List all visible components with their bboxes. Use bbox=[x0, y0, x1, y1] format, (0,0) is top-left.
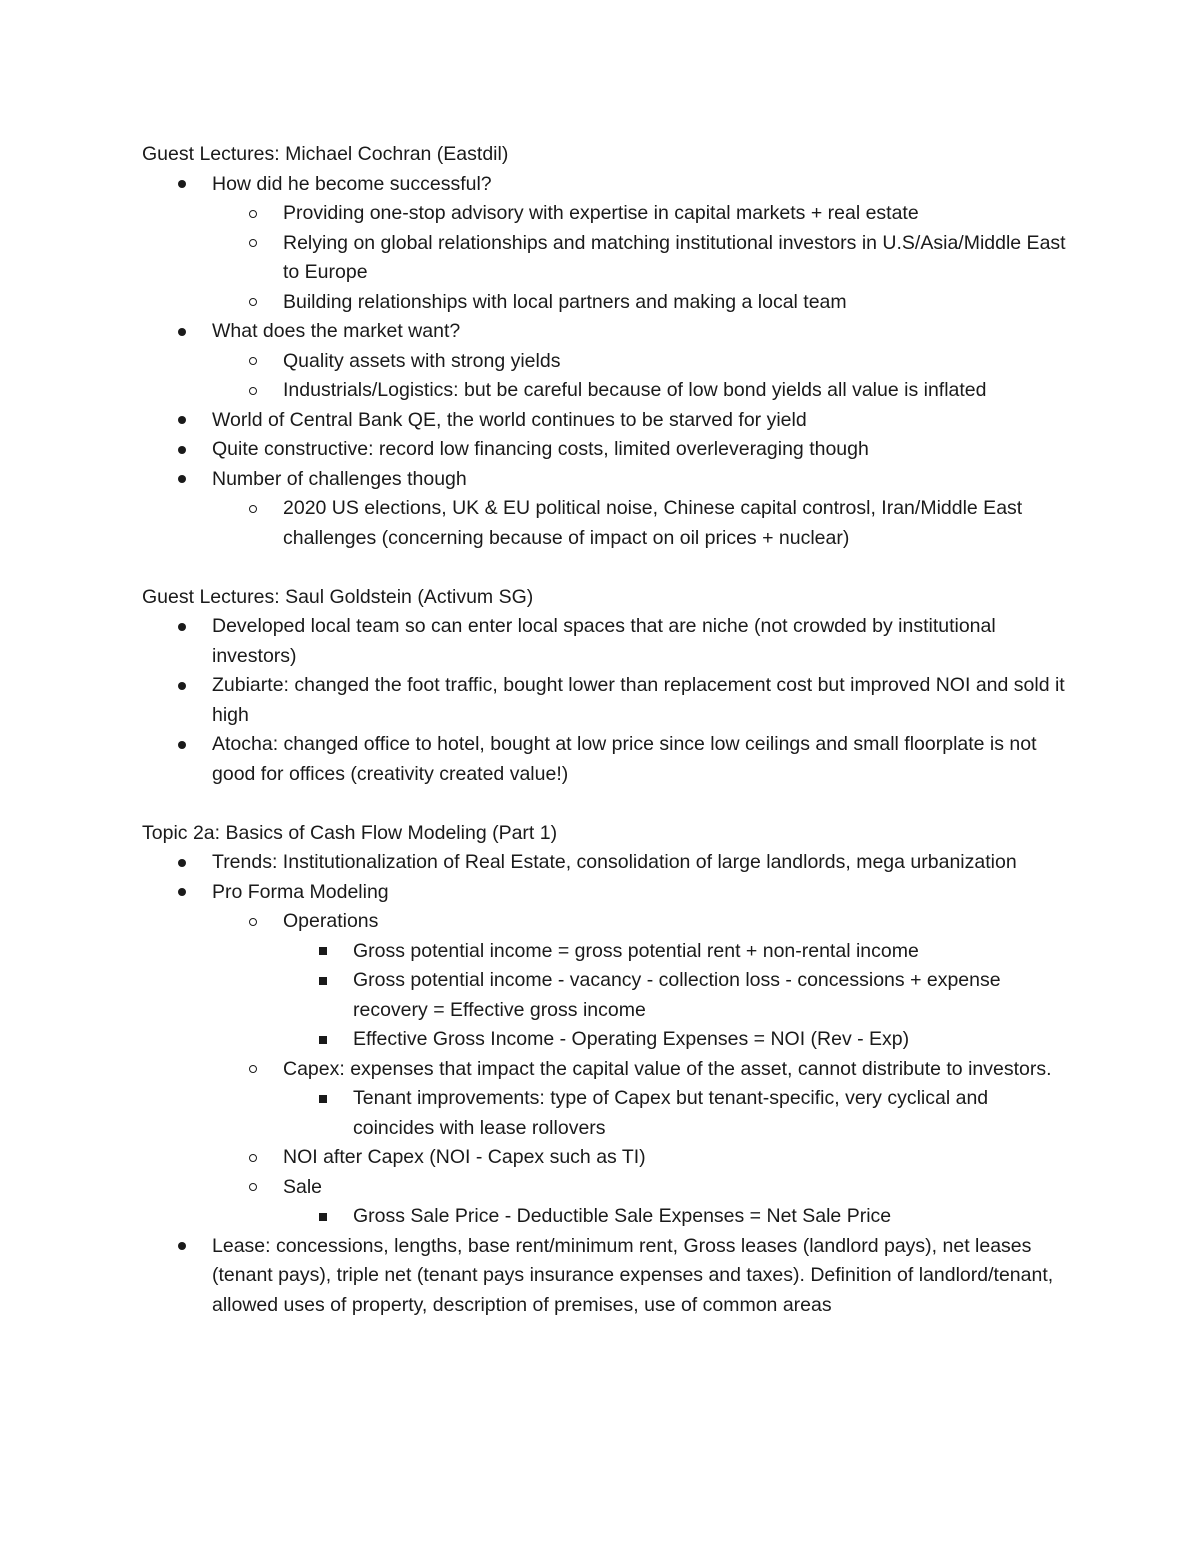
list-item: NOI after Capex (NOI - Capex such as TI) bbox=[142, 1143, 1072, 1173]
list-item: Providing one-stop advisory with expertise in capital markets + real estate bbox=[142, 199, 1072, 229]
hollow-bullet-icon bbox=[249, 494, 257, 524]
square-bullet-icon bbox=[319, 1202, 327, 1232]
list-item: Zubiarte: changed the foot traffic, bought lower than replacement cost but improved NOI and sold it high bbox=[142, 671, 1072, 730]
list-item: Industrials/Logistics: but be careful because of low bond yields all value is inflated bbox=[142, 376, 1072, 406]
notes-body bbox=[142, 140, 1072, 1320]
list-item: Developed local team so can enter local spaces that are niche (not crowded by institutional investors) bbox=[142, 612, 1072, 671]
sub-sub-list bbox=[142, 1084, 1072, 1143]
list-item: What does the market want? Quality assets with strong yields Industrials/Logistics: but be careful because of low bond yields all value is inflated bbox=[142, 317, 1072, 406]
list-item: Gross potential income = gross potential rent + non-rental income bbox=[142, 937, 1072, 967]
hollow-bullet-icon bbox=[249, 288, 257, 318]
hollow-bullet-icon bbox=[249, 1173, 257, 1203]
list-item: Capex: expenses that impact the capital value of the asset, cannot distribute to investors. Tenant improvements: type of Capex but tenant-specific, very cyclical and coincides with lease rollovers bbox=[142, 1055, 1072, 1144]
section-michael-cochran bbox=[142, 140, 1072, 553]
filled-bullet-icon bbox=[178, 435, 186, 465]
square-bullet-icon bbox=[319, 937, 327, 967]
list-item: Lease: concessions, lengths, base rent/minimum rent, Gross leases (landlord pays), net leases (tenant pays), triple net (tenant pays insurance expenses and taxes). Definition of landlord/tenant, allowed uses of property, description of premises, use of common areas bbox=[142, 1232, 1072, 1321]
sub-sub-list bbox=[142, 1202, 1072, 1232]
list-item: Tenant improvements: type of Capex but tenant-specific, very cyclical and coincides with lease rollovers bbox=[142, 1084, 1072, 1143]
filled-bullet-icon bbox=[178, 878, 186, 908]
hollow-bullet-icon bbox=[249, 907, 257, 937]
filled-bullet-icon bbox=[178, 612, 186, 642]
list-item: World of Central Bank QE, the world continues to be starved for yield bbox=[142, 406, 1072, 436]
sub-list bbox=[142, 494, 1072, 553]
bullet-list bbox=[142, 848, 1072, 1320]
list-item: Effective Gross Income - Operating Expenses = NOI (Rev - Exp) bbox=[142, 1025, 1072, 1055]
filled-bullet-icon bbox=[178, 406, 186, 436]
list-item: Pro Forma Modeling Operations Gross potential income = gross potential rent + non-rental income Gross potential income - vacancy - collection loss - concessions + expense recovery = Effective gross income Effective Gross Income - Operating Expenses = NOI (Rev - Exp) Capex: expenses that impact the capital value of the asset, cannot distribute to investors. Tenant improvements: type of Capex but tenant-specific, very cyclical and coincides with lease rollovers NOI after Capex (NOI - Capex such as TI) Sale Gross Sale Price - Deductible Sale Expenses = Net Sale Price bbox=[142, 878, 1072, 1232]
hollow-bullet-icon bbox=[249, 199, 257, 229]
filled-bullet-icon bbox=[178, 848, 186, 878]
bullet-list bbox=[142, 170, 1072, 554]
filled-bullet-icon bbox=[178, 317, 186, 347]
square-bullet-icon bbox=[319, 1025, 327, 1055]
list-item: Gross potential income - vacancy - collection loss - concessions + expense recovery = Effective gross income bbox=[142, 966, 1072, 1025]
hollow-bullet-icon bbox=[249, 1143, 257, 1173]
list-item: Number of challenges though 2020 US elections, UK & EU political noise, Chinese capital controsl, Iran/Middle East challenges (concerning because of impact on oil prices + nuclear) bbox=[142, 465, 1072, 554]
bullet-list bbox=[142, 612, 1072, 789]
square-bullet-icon bbox=[319, 1084, 327, 1114]
filled-bullet-icon bbox=[178, 671, 186, 701]
hollow-bullet-icon bbox=[249, 347, 257, 377]
filled-bullet-icon bbox=[178, 465, 186, 495]
list-item: Quality assets with strong yields bbox=[142, 347, 1072, 377]
list-item: Relying on global relationships and matching institutional investors in U.S/Asia/Middle East to Europe bbox=[142, 229, 1072, 288]
list-item: Building relationships with local partners and making a local team bbox=[142, 288, 1072, 318]
hollow-bullet-icon bbox=[249, 229, 257, 259]
section-topic-2a bbox=[142, 819, 1072, 1321]
list-item: Trends: Institutionalization of Real Estate, consolidation of large landlords, mega urbanization bbox=[142, 848, 1072, 878]
section-heading: Guest Lectures: Saul Goldstein (Activum SG) bbox=[142, 585, 534, 608]
sub-list bbox=[142, 907, 1072, 1232]
square-bullet-icon bbox=[319, 966, 327, 996]
sub-sub-list bbox=[142, 937, 1072, 1055]
section-heading: Guest Lectures: Michael Cochran (Eastdil) bbox=[142, 143, 509, 165]
list-item: 2020 US elections, UK & EU political noise, Chinese capital controsl, Iran/Middle East challenges (concerning because of impact on oil prices + nuclear) bbox=[142, 494, 1072, 553]
list-item: Sale Gross Sale Price - Deductible Sale Expenses = Net Sale Price bbox=[142, 1173, 1072, 1232]
sub-list bbox=[142, 199, 1072, 317]
list-item: Gross Sale Price - Deductible Sale Expenses = Net Sale Price bbox=[142, 1202, 1072, 1232]
list-item: Quite constructive: record low financing costs, limited overleveraging though bbox=[142, 435, 1072, 465]
hollow-bullet-icon bbox=[249, 1055, 257, 1085]
sub-list bbox=[142, 347, 1072, 406]
filled-bullet-icon bbox=[178, 170, 186, 200]
filled-bullet-icon bbox=[178, 730, 186, 760]
section-heading: Topic 2a: Basics of Cash Flow Modeling (Part 1) bbox=[142, 821, 558, 844]
list-item: Operations Gross potential income = gross potential rent + non-rental income Gross potential income - vacancy - collection loss - concessions + expense recovery = Effective gross income Effective Gross Income - Operating Expenses = NOI (Rev - Exp) bbox=[142, 907, 1072, 1055]
filled-bullet-icon bbox=[178, 1232, 186, 1262]
section-saul-goldstein bbox=[142, 583, 1072, 790]
list-item: Atocha: changed office to hotel, bought at low price since low ceilings and small floorplate is not good for offices (creativity created value!) bbox=[142, 730, 1072, 789]
hollow-bullet-icon bbox=[249, 376, 257, 406]
list-item: How did he become successful? Providing one-stop advisory with expertise in capital markets + real estate Relying on global relationships and matching institutional investors in U.S/Asia/Middle East to Europe Building relationships with local partners and making a local team bbox=[142, 170, 1072, 318]
